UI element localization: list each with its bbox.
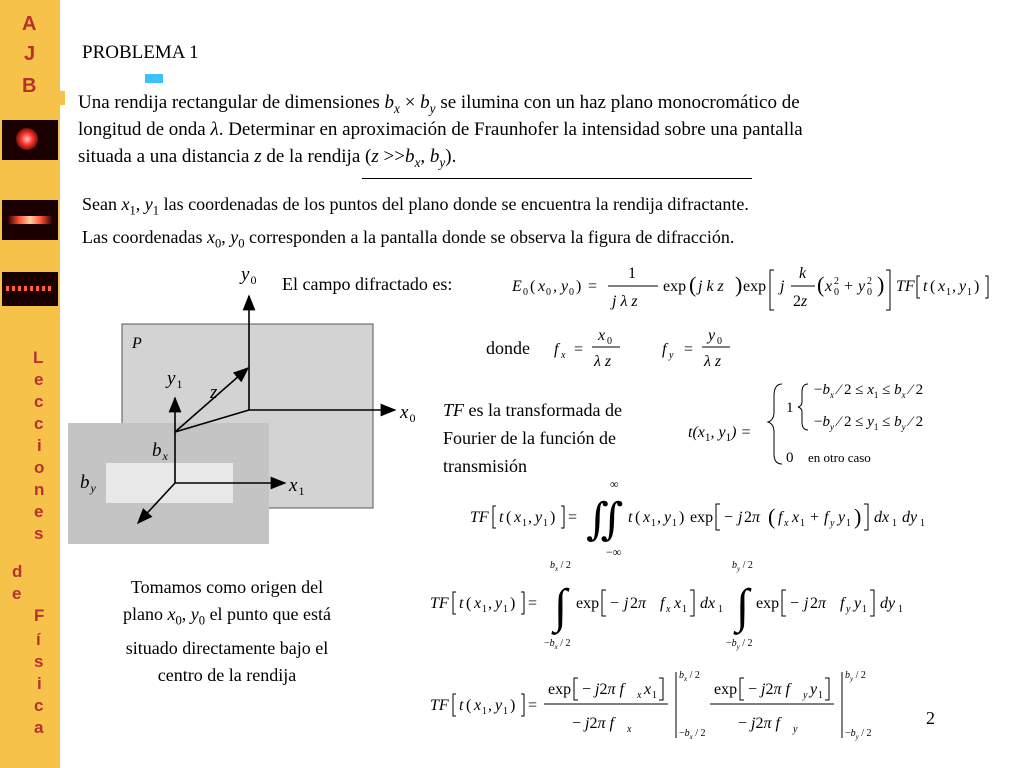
- sidebar-letter: F: [34, 606, 45, 625]
- svg-text:y: y: [830, 518, 835, 529]
- axis-label-y1: $y_1$: [167, 368, 183, 391]
- svg-text:1: 1: [682, 604, 687, 615]
- svg-text:dx: dx: [700, 595, 716, 612]
- svg-text:−by ⁄ 2 ≤ y1 ≤ by ⁄ 2: $-b_y$ ⁄ $2 \le y_1 \le b_y$ ⁄ 2: [814, 414, 924, 432]
- svg-text:1: 1: [718, 604, 723, 615]
- svg-text:=: =: [568, 509, 578, 526]
- divider: [362, 178, 752, 179]
- svg-text:−bx / 2: $-b_x / 2$: [544, 638, 571, 651]
- label-bx: $b_x$: [152, 440, 168, 463]
- svg-text:0: 0: [867, 287, 872, 298]
- svg-text:λ z: λ z: [594, 353, 612, 370]
- svg-text:j λ z: j λ z: [612, 293, 638, 310]
- sidebar-letter: c: [34, 696, 44, 715]
- svg-text:x: x: [784, 518, 789, 529]
- svg-text:dy: dy: [880, 595, 896, 612]
- problem-line-1: Una rendija rectangular de dimensiones $b_x \times b_y$ se ilumina con un haz plano monocromático de: [78, 92, 800, 116]
- svg-text:2π: 2π: [810, 595, 827, 612]
- svg-text:y: y: [669, 350, 674, 361]
- page-title: PROBLEMA 1: [82, 42, 199, 63]
- svg-text:y: y: [793, 724, 798, 735]
- sidebar-letter: c: [34, 392, 44, 411]
- svg-text:2π: 2π: [744, 509, 761, 526]
- svg-text:f: f: [554, 341, 559, 358]
- svg-text:−bx / 2: $-b_x / 2$: [679, 728, 706, 741]
- svg-text:j k z: j k z: [698, 278, 724, 295]
- transmission-one: 1: [786, 400, 794, 416]
- axis-label-x0: $x_0$: [400, 402, 416, 425]
- svg-text:∞: ∞: [610, 477, 619, 491]
- svg-text:2: 2: [867, 276, 872, 287]
- svg-text:=: =: [574, 341, 584, 358]
- tf-evaluated: [424, 664, 904, 746]
- svg-text:y: y: [803, 690, 808, 701]
- svg-text:y: y: [846, 604, 851, 615]
- svg-text:j: j: [738, 509, 743, 526]
- transmission-function: $t(x_1$, $y_1$) =: [688, 424, 752, 445]
- svg-text:x: x: [598, 327, 606, 344]
- svg-text:−: −: [610, 595, 620, 612]
- sidebar-letter: d: [12, 562, 23, 581]
- svg-text:f: f: [778, 509, 783, 526]
- tf-description: TF es la transformada de Fourier de la función de transmisión: [443, 400, 622, 476]
- sidebar-letter: i: [37, 674, 42, 693]
- svg-text:bx / 2: $b_x / 2$: [679, 670, 700, 683]
- svg-text:dx: dx: [874, 509, 890, 526]
- svg-text:y: y: [959, 278, 967, 295]
- transmission-zero: 0: [786, 450, 794, 466]
- coords-line-2: Las coordenadas $x_0$, $y_0$ corresponden a la pantalla donde se observa la figura de difracción.: [82, 227, 735, 251]
- svg-text:exp: exp: [756, 595, 780, 612]
- svg-text:λ z: λ z: [704, 353, 722, 370]
- svg-text:): ): [679, 509, 685, 526]
- svg-text:−by / 2: $-b_y / 2$: [845, 728, 872, 741]
- svg-text:t: t: [459, 595, 464, 612]
- svg-text:0: 0: [569, 287, 574, 298]
- svg-text:0: 0: [523, 287, 528, 298]
- svg-text:,: ,: [528, 509, 532, 526]
- svg-text:exp: exp: [743, 278, 767, 295]
- svg-text:y: y: [708, 327, 716, 344]
- svg-text:+: +: [810, 509, 820, 526]
- svg-text:1: 1: [862, 604, 867, 615]
- svg-text:): ): [735, 272, 743, 297]
- svg-text:(: (: [930, 278, 936, 295]
- svg-text:1: 1: [967, 287, 972, 298]
- svg-text:1: 1: [892, 518, 897, 529]
- svg-text:E: E: [512, 278, 522, 295]
- svg-text:y: y: [858, 278, 866, 295]
- svg-text:): ): [550, 509, 556, 526]
- svg-text:y: y: [810, 681, 818, 698]
- svg-text:1: 1: [522, 518, 527, 529]
- svg-text:j: j: [804, 595, 809, 612]
- slit-diagram: [60, 258, 440, 558]
- svg-text:t: t: [499, 509, 504, 526]
- svg-text:): ): [510, 697, 516, 714]
- svg-text:f: f: [662, 341, 667, 358]
- svg-text:+: +: [844, 278, 854, 295]
- svg-text:y: y: [854, 595, 862, 612]
- svg-text:0: 0: [717, 336, 722, 347]
- donde-label: donde: [486, 338, 530, 358]
- svg-text:j: j: [624, 595, 629, 612]
- svg-text:t: t: [923, 278, 928, 295]
- svg-text:,: ,: [657, 509, 661, 526]
- svg-text:x: x: [644, 681, 652, 698]
- svg-text:(: (: [635, 509, 641, 526]
- svg-text:by / 2: $b_y / 2$: [845, 670, 866, 683]
- svg-text:exp: exp: [576, 595, 600, 612]
- piecewise-brace: [766, 376, 1006, 471]
- sidebar-letter: e: [34, 502, 44, 521]
- svg-text:1: 1: [543, 518, 548, 529]
- sidebar-letter: e: [34, 370, 44, 389]
- svg-text:): ): [877, 272, 885, 297]
- svg-text:): ): [576, 278, 582, 295]
- svg-text:f: f: [660, 595, 665, 612]
- axis-label-x1: $x_1$: [289, 475, 305, 498]
- svg-text:): ): [974, 278, 980, 295]
- svg-text:1: 1: [800, 518, 805, 529]
- svg-text:=: =: [528, 697, 538, 714]
- svg-text:): ): [510, 595, 516, 612]
- problem-line-2: longitud de onda λ. Determinar en aproximación de Fraunhofer la intensidad sobre una pantalla: [78, 119, 803, 140]
- svg-text:,: ,: [553, 278, 557, 295]
- svg-text:x: x: [474, 595, 482, 612]
- svg-text:TF: TF: [896, 278, 915, 295]
- svg-text:1: 1: [652, 690, 657, 701]
- svg-text:=: =: [684, 341, 694, 358]
- sidebar-letter: s: [34, 652, 44, 671]
- svg-text:f: f: [840, 595, 845, 612]
- svg-text:dy: dy: [902, 509, 918, 526]
- svg-text:TF: TF: [430, 595, 449, 612]
- svg-text:−bx ⁄ 2 ≤ x1 ≤ bx ⁄ 2: $-b_x$ ⁄ $2 \le x_1 \le b_x$ ⁄ 2: [814, 382, 924, 400]
- svg-text:by / 2: $b_y / 2$: [732, 560, 753, 573]
- page-number: 2: [926, 708, 935, 728]
- svg-text:t: t: [628, 509, 633, 526]
- sidebar-letter: A: [22, 13, 37, 35]
- svg-text:x: x: [825, 278, 833, 295]
- field-label: El campo difractado es:: [282, 274, 453, 294]
- field-equation: [508, 258, 1008, 318]
- svg-text:1: 1: [946, 287, 951, 298]
- svg-text:TF: TF: [470, 509, 489, 526]
- svg-text:(: (: [466, 595, 472, 612]
- svg-text:1: 1: [482, 706, 487, 717]
- svg-text:2z: 2z: [793, 293, 808, 310]
- svg-text:−: −: [724, 509, 734, 526]
- svg-text:0: 0: [546, 287, 551, 298]
- sidebar: [0, 0, 60, 768]
- frequency-definitions: [550, 326, 750, 376]
- sidebar-letter: a: [34, 718, 44, 737]
- svg-text:2: 2: [834, 276, 839, 287]
- svg-text:∫: ∫: [554, 580, 568, 633]
- svg-text:x: x: [627, 724, 632, 735]
- svg-text:=: =: [528, 595, 538, 612]
- svg-text:(: (: [466, 697, 472, 714]
- svg-text:∬: ∬: [586, 495, 624, 544]
- svg-text:−∞: −∞: [606, 545, 622, 559]
- svg-text:1: 1: [503, 706, 508, 717]
- svg-text:,: ,: [952, 278, 956, 295]
- svg-text:exp: exp: [690, 509, 714, 526]
- svg-text:1: 1: [846, 518, 851, 529]
- svg-text:x: x: [674, 595, 682, 612]
- svg-text:1: 1: [672, 518, 677, 529]
- svg-text:x: x: [938, 278, 946, 295]
- svg-text:1: 1: [920, 518, 925, 529]
- svg-text:− j2π f: − j2π f: [572, 715, 614, 732]
- svg-text:−: −: [790, 595, 800, 612]
- plane-label: P: [132, 335, 142, 352]
- svg-text:1: 1: [818, 690, 823, 701]
- svg-text:TF: TF: [430, 697, 449, 714]
- tf-double-integral: [462, 476, 942, 560]
- sidebar-letter: J: [24, 43, 36, 65]
- decorative-mark: [145, 74, 163, 83]
- svg-text:,: ,: [488, 595, 492, 612]
- decorative-mark: [60, 91, 65, 105]
- sidebar-letter: L: [33, 348, 44, 367]
- sidebar-letter: i: [37, 436, 42, 455]
- sidebar-letter: e: [12, 584, 22, 603]
- svg-text:x: x: [561, 350, 566, 361]
- svg-text:exp: exp: [663, 278, 687, 295]
- svg-text:2π: 2π: [630, 595, 647, 612]
- sidebar-letter: o: [34, 458, 45, 477]
- svg-text:1: 1: [482, 604, 487, 615]
- svg-text:x: x: [538, 278, 546, 295]
- sidebar-letter: B: [22, 75, 37, 97]
- label-by: $b_y$: [80, 472, 96, 495]
- svg-text:x: x: [474, 697, 482, 714]
- svg-text:=: =: [588, 278, 598, 295]
- svg-text:j: j: [780, 278, 785, 295]
- svg-text:1: 1: [628, 265, 636, 282]
- svg-text:x: x: [637, 690, 642, 701]
- svg-text:): ): [854, 504, 862, 529]
- svg-text:y: y: [535, 509, 543, 526]
- problem-line-3: situada a una distancia z de la rendija ($z >>b_x$, $b_y$).: [78, 146, 457, 170]
- svg-text:0: 0: [607, 336, 612, 347]
- sidebar-letter: c: [34, 414, 44, 433]
- svg-text:,: ,: [488, 697, 492, 714]
- svg-text:x: x: [666, 604, 671, 615]
- sidebar-letter: n: [34, 480, 45, 499]
- coords-line-1: Sean $x_1$, $y_1$ las coordenadas de los puntos del plano donde se encuentra la rendija difractante.: [82, 194, 749, 218]
- svg-text:(: (: [506, 509, 512, 526]
- svg-text:−by / 2: $-b_y / 2$: [726, 638, 753, 651]
- svg-text:bx / 2: $b_x / 2$: [550, 560, 571, 573]
- svg-text:− j2π f: − j2π f: [738, 715, 780, 732]
- svg-text:x: x: [643, 509, 651, 526]
- svg-text:(: (: [689, 272, 697, 297]
- svg-text:y: y: [495, 697, 503, 714]
- svg-text:y: y: [561, 278, 569, 295]
- svg-text:1: 1: [503, 604, 508, 615]
- sidebar-thumbnail: [2, 120, 58, 160]
- svg-text:y: y: [838, 509, 846, 526]
- svg-text:exp: exp: [548, 681, 572, 698]
- sidebar-thumbnail: [2, 272, 58, 306]
- origin-note: Tomamos como origen del plano $x_0$, $y_0$ el punto que está situado directamente bajo el centro de la rendija: [122, 577, 332, 685]
- svg-text:x: x: [514, 509, 522, 526]
- svg-text:exp: exp: [714, 681, 738, 698]
- svg-text:− j2π f: − j2π f: [582, 681, 624, 698]
- svg-text:1: 1: [898, 604, 903, 615]
- svg-text:∫: ∫: [736, 580, 750, 633]
- sidebar-thumbnail: [2, 200, 58, 240]
- svg-text:− j2π f: − j2π f: [748, 681, 790, 698]
- svg-text:y: y: [495, 595, 503, 612]
- svg-text:(: (: [530, 278, 536, 295]
- axis-label-z: z: [210, 382, 218, 403]
- tf-separated-integrals: [424, 556, 924, 654]
- sidebar-letter: í: [36, 630, 41, 649]
- sidebar-letter: s: [34, 524, 44, 543]
- svg-text:f: f: [824, 509, 829, 526]
- svg-text:t: t: [459, 697, 464, 714]
- transmission-otherwise: en otro caso: [808, 450, 871, 465]
- svg-text:(: (: [768, 504, 776, 529]
- svg-text:0: 0: [834, 287, 839, 298]
- axis-label-y0: $y_0$: [241, 264, 257, 287]
- svg-text:k: k: [799, 265, 807, 282]
- svg-text:1: 1: [651, 518, 656, 529]
- svg-text:y: y: [664, 509, 672, 526]
- svg-text:x: x: [792, 509, 800, 526]
- svg-text:(: (: [817, 272, 825, 297]
